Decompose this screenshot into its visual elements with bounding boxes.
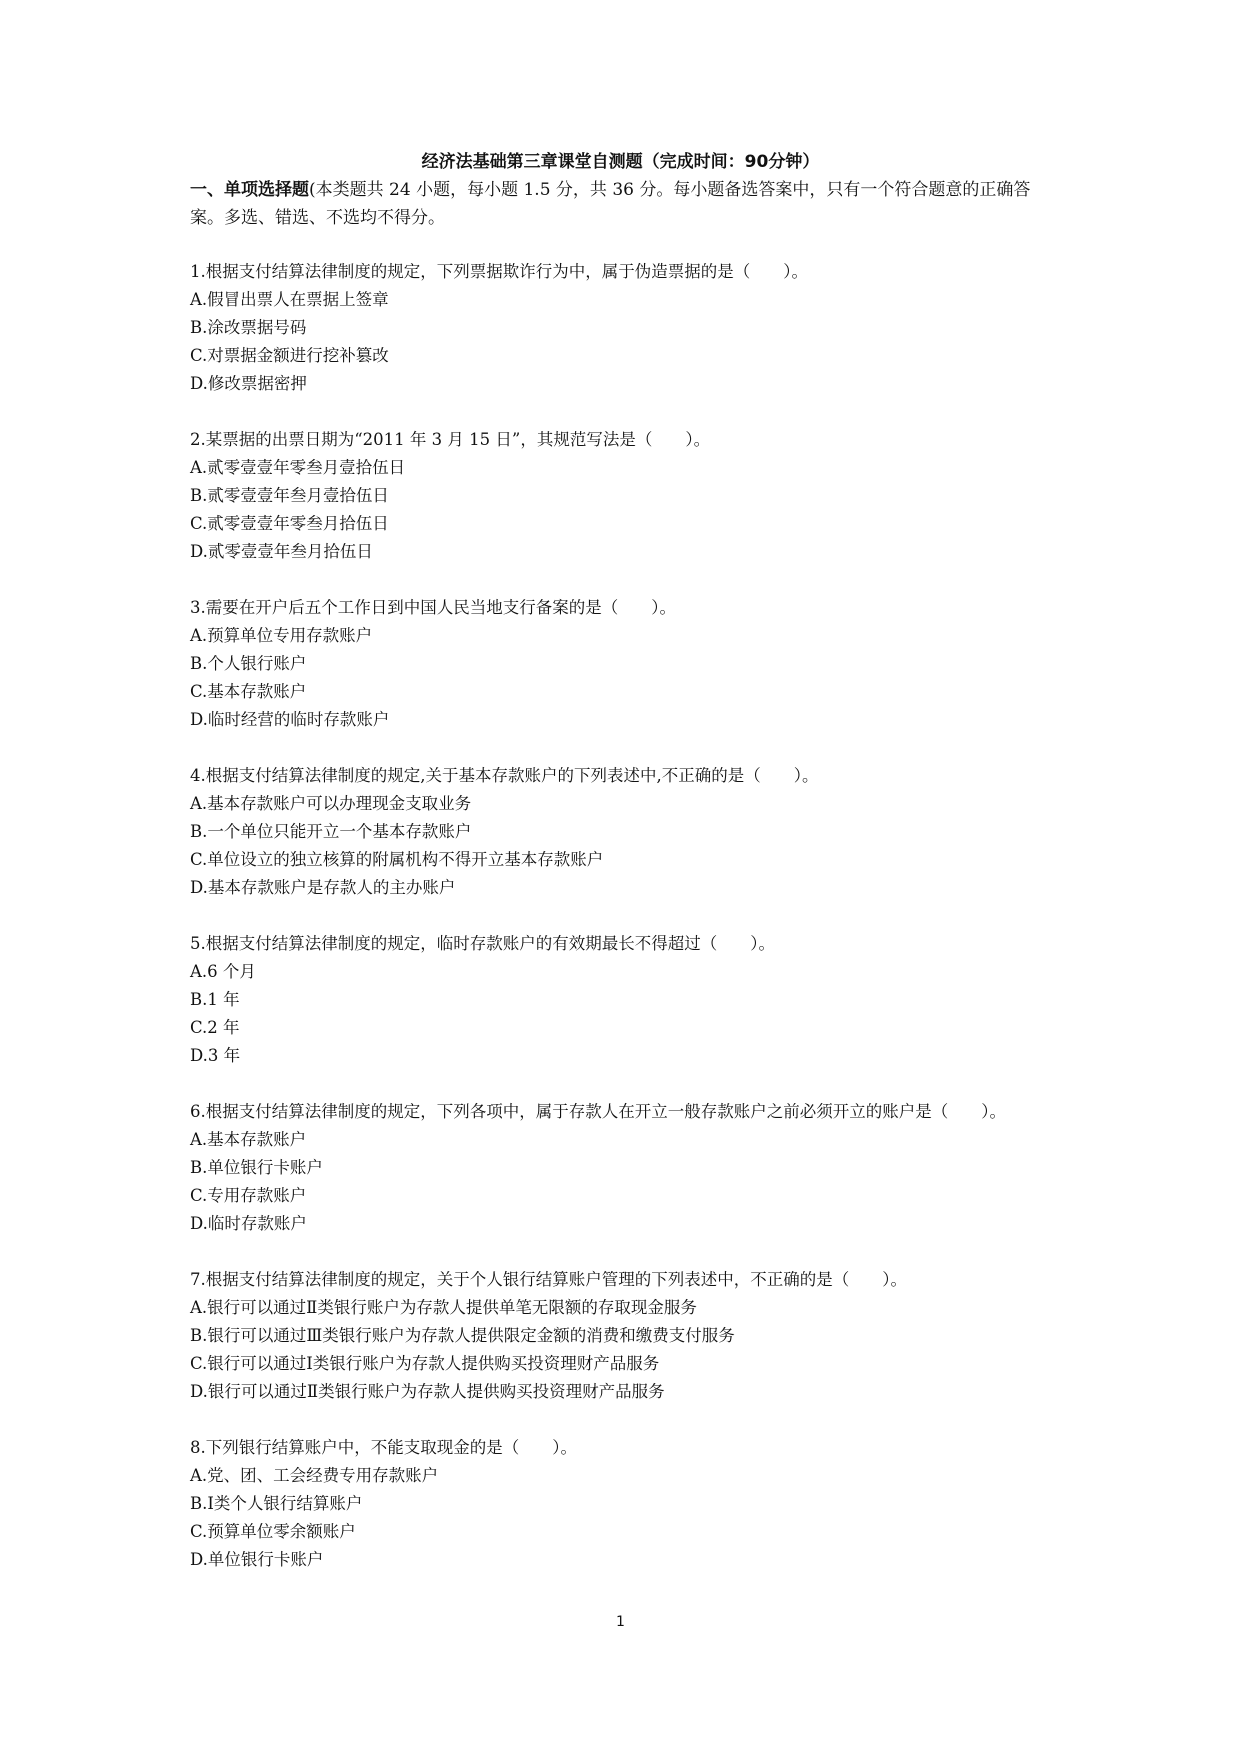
answer-option: B.贰零壹壹年叁月壹拾伍日 — [190, 486, 389, 505]
answer-option: D.临时存款账户 — [190, 1214, 307, 1233]
answer-option: B.1 年 — [190, 990, 240, 1009]
answer-option: C.贰零壹壹年零叁月拾伍日 — [190, 514, 389, 533]
answer-option: D.修改票据密押 — [190, 374, 307, 393]
answer-option: C.基本存款账户 — [190, 682, 307, 701]
question-stem: 6.根据支付结算法律制度的规定，下列各项中，属于存款人在开立一般存款账户之前必须开立的账户是（ ）。 — [190, 1102, 1006, 1121]
answer-option: D.3 年 — [190, 1046, 241, 1065]
answer-option: A.预算单位专用存款账户 — [190, 626, 373, 645]
question-item — [190, 930, 1060, 1070]
answer-option: D.基本存款账户是存款人的主办账户 — [190, 878, 456, 897]
answer-option: C.银行可以通过Ⅰ类银行账户为存款人提供购买投资理财产品服务 — [190, 1354, 660, 1373]
answer-option: B.单位银行卡账户 — [190, 1158, 323, 1177]
answer-option: C.单位设立的独立核算的附属机构不得开立基本存款账户 — [190, 850, 604, 869]
section-heading: 一、单项选择题 — [190, 180, 309, 200]
answer-option: A.基本存款账户可以办理现金支取业务 — [190, 794, 472, 813]
section-instructions: (本类题共 24 小题，每小题 1.5 分，共 36 分。每小题备选答案中，只有一个符合题意的正确答案。多选、错选、不选均不得分。 — [190, 180, 1031, 228]
answer-option: A.假冒出票人在票据上签章 — [190, 290, 389, 309]
answer-option: D.临时经营的临时存款账户 — [190, 710, 390, 729]
answer-option: D.贰零壹壹年叁月拾伍日 — [190, 542, 373, 561]
page-title: 经济法基础第三章课堂自测题（完成时间：90分钟） — [421, 152, 820, 172]
question-item — [190, 1266, 1060, 1406]
answer-option: C.2 年 — [190, 1018, 240, 1037]
question-stem: 5.根据支付结算法律制度的规定，临时存款账户的有效期最长不得超过（ ）。 — [190, 934, 775, 953]
answer-option: A.基本存款账户 — [190, 1130, 307, 1149]
answer-option: C.预算单位零余额账户 — [190, 1522, 356, 1541]
section-intro — [190, 176, 1060, 232]
answer-option: D.单位银行卡账户 — [190, 1550, 324, 1569]
question-item — [190, 1434, 1060, 1574]
question-item — [190, 594, 1060, 734]
answer-option: A.6 个月 — [190, 962, 256, 981]
question-item — [190, 426, 1060, 566]
answer-option: B.个人银行账户 — [190, 654, 307, 673]
question-stem: 7.根据支付结算法律制度的规定，关于个人银行结算账户管理的下列表述中，不正确的是（ ）。 — [190, 1270, 907, 1289]
answer-option: A.银行可以通过Ⅱ类银行账户为存款人提供单笔无限额的存取现金服务 — [190, 1298, 697, 1317]
question-stem: 3.需要在开户后五个工作日到中国人民当地支行备案的是（ ）。 — [190, 598, 676, 617]
answer-option: C.对票据金额进行挖补篡改 — [190, 346, 389, 365]
answer-option: A.党、团、工会经费专用存款账户 — [190, 1466, 439, 1485]
question-stem: 1.根据支付结算法律制度的规定，下列票据欺诈行为中，属于伪造票据的是（ ）。 — [190, 262, 808, 281]
question-stem: 4.根据支付结算法律制度的规定,关于基本存款账户的下列表述中,不正确的是（ ）。 — [190, 766, 819, 785]
question-stem: 8.下列银行结算账户中，不能支取现金的是（ ）。 — [190, 1438, 577, 1457]
question-list — [190, 258, 1060, 1602]
answer-option: B.Ⅰ类个人银行结算账户 — [190, 1494, 363, 1513]
answer-option: B.银行可以通过Ⅲ类银行账户为存款人提供限定金额的消费和缴费支付服务 — [190, 1326, 735, 1345]
answer-option: B.涂改票据号码 — [190, 318, 307, 337]
question-item — [190, 258, 1060, 398]
question-item — [190, 762, 1060, 902]
page-number: 1 — [616, 1614, 625, 1630]
answer-option: B.一个单位只能开立一个基本存款账户 — [190, 822, 472, 841]
answer-option: D.银行可以通过Ⅱ类银行账户为存款人提供购买投资理财产品服务 — [190, 1382, 665, 1401]
question-stem: 2.某票据的出票日期为“2011 年 3 月 15 日”，其规范写法是（ ）。 — [190, 430, 711, 449]
answer-option: A.贰零壹壹年零叁月壹拾伍日 — [190, 458, 406, 477]
question-item — [190, 1098, 1060, 1238]
answer-option: C.专用存款账户 — [190, 1186, 307, 1205]
